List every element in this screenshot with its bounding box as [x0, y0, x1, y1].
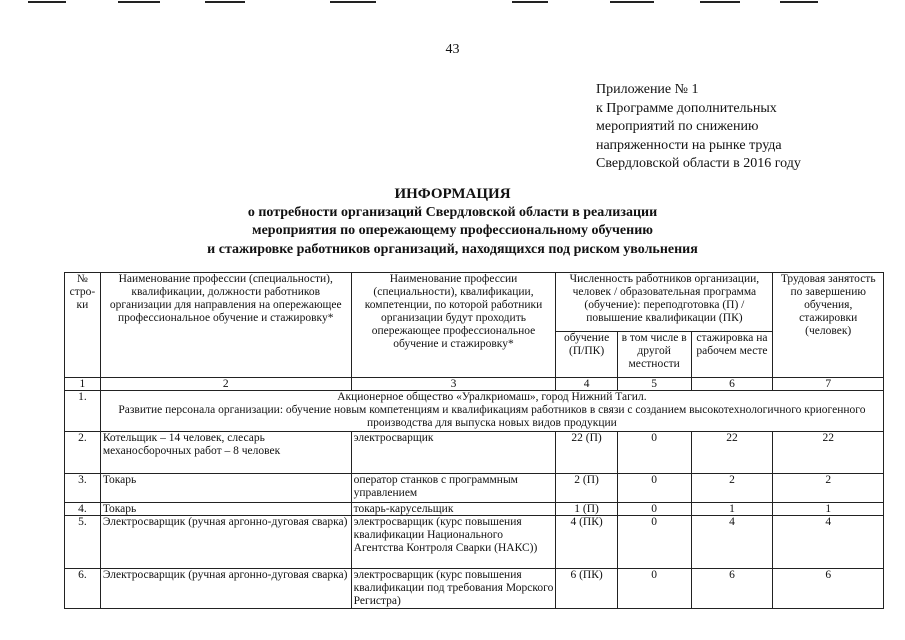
scan-top-edge	[0, 0, 905, 4]
training-count: 2 (П)	[556, 474, 617, 503]
title-line: мероприятия по опережающему профессиональному обучению	[252, 223, 653, 238]
header-training: обучение (П/ПК)	[556, 332, 617, 378]
employment-count: 2	[773, 474, 884, 503]
employment-count: 1	[773, 503, 884, 516]
training-count: 1 (П)	[556, 503, 617, 516]
header-profession-target: Наименование профессии (специальности), квалификации, компетенции, по которой работники организации будут проходить опережающее профессиональное обучение и стажировку*	[351, 273, 556, 378]
other-location-count: 0	[617, 516, 691, 569]
header-profession-current: Наименование профессии (специальности), квалификации, должности работников организации для направления на опережающее профессиональное обучение и стажировку*	[100, 273, 351, 378]
needs-table	[64, 272, 884, 609]
table-row	[65, 474, 884, 503]
target-profession: оператор станков с программным управлением	[351, 474, 556, 503]
appendix-line: к Программе дополнительных	[596, 100, 777, 116]
training-count: 22 (П)	[556, 432, 617, 474]
current-profession: Токарь	[100, 503, 351, 516]
row-number: 1.	[65, 391, 101, 432]
target-profession: токарь-карусельщик	[351, 503, 556, 516]
column-number: 1	[65, 378, 101, 391]
internship-count: 6	[691, 569, 773, 609]
document-title	[0, 185, 905, 259]
training-count: 4 (ПК)	[556, 516, 617, 569]
row-number: 4.	[65, 503, 101, 516]
row-number: 3.	[65, 474, 101, 503]
target-profession: электросварщик	[351, 432, 556, 474]
current-profession: Электросварщик (ручная аргонно-дуговая сварка)	[100, 516, 351, 569]
employment-count: 6	[773, 569, 884, 609]
internship-count: 2	[691, 474, 773, 503]
internship-count: 1	[691, 503, 773, 516]
employment-count: 22	[773, 432, 884, 474]
page-number: 43	[445, 42, 460, 57]
title-line: о потребности организаций Свердловской области в реализации	[247, 204, 658, 220]
title-main: ИНФОРМАЦИЯ	[394, 186, 511, 202]
table-row	[65, 516, 884, 569]
row-number: 6.	[65, 569, 101, 609]
table-row	[65, 503, 884, 516]
current-profession: Токарь	[100, 474, 351, 503]
table-row	[65, 432, 884, 474]
other-location-count: 0	[617, 474, 691, 503]
table-row	[65, 569, 884, 609]
employment-count: 4	[773, 516, 884, 569]
column-number-row	[65, 378, 884, 391]
header-employment: Трудовая занятость по завершению обучения, стажировки (человек)	[773, 273, 884, 378]
column-number: 4	[556, 378, 617, 391]
appendix-note	[596, 81, 801, 174]
header-row-num: № стро-ки	[65, 273, 101, 378]
appendix-line: напряженности на рынке труда	[596, 137, 782, 153]
title-line: и стажировке работников организаций, находящихся под риском увольнения	[207, 241, 698, 257]
other-location-count: 0	[617, 569, 691, 609]
column-number: 5	[617, 378, 691, 391]
header-other-location: в том числе в другой местности	[617, 332, 691, 378]
appendix-line: Приложение № 1	[596, 82, 699, 97]
header-internship: стажировка на рабочем месте	[691, 332, 773, 378]
row-number: 2.	[65, 432, 101, 474]
organization-description: Развитие персонала организации: обучение новым компетенциям и квалификациям работников в связи с созданием высокотехнологичного криогенного производства для выпуска новых видов продукции	[118, 404, 866, 429]
target-profession: электросварщик (курс повышения квалификации Национального Агентства Контроля Сварки (НАКС))	[351, 516, 556, 569]
appendix-line: Свердловской области в 2016 году	[596, 156, 801, 171]
organization-row	[65, 391, 884, 432]
internship-count: 4	[691, 516, 773, 569]
header-count-group: Численность работников организации, человек / образовательная программа (обучение): переподготовка (П) / повышение квалификации (ПК)	[556, 273, 773, 332]
table-header-row	[65, 273, 884, 332]
organization-info	[100, 391, 883, 432]
other-location-count: 0	[617, 432, 691, 474]
target-profession: электросварщик (курс повышения квалификации под требования Морского Регистра)	[351, 569, 556, 609]
column-number: 2	[100, 378, 351, 391]
column-number: 6	[691, 378, 773, 391]
current-profession: Котельщик – 14 человек, слесарь механосборочных работ – 8 человек	[100, 432, 351, 474]
organization-name: Акционерное общество «Уралкриомаш», город Нижний Тагил.	[337, 391, 647, 403]
appendix-line: мероприятий по снижению	[596, 119, 759, 134]
column-number: 7	[773, 378, 884, 391]
row-number: 5.	[65, 516, 101, 569]
other-location-count: 0	[617, 503, 691, 516]
internship-count: 22	[691, 432, 773, 474]
training-count: 6 (ПК)	[556, 569, 617, 609]
current-profession: Электросварщик (ручная аргонно-дуговая сварка)	[100, 569, 351, 609]
column-number: 3	[351, 378, 556, 391]
